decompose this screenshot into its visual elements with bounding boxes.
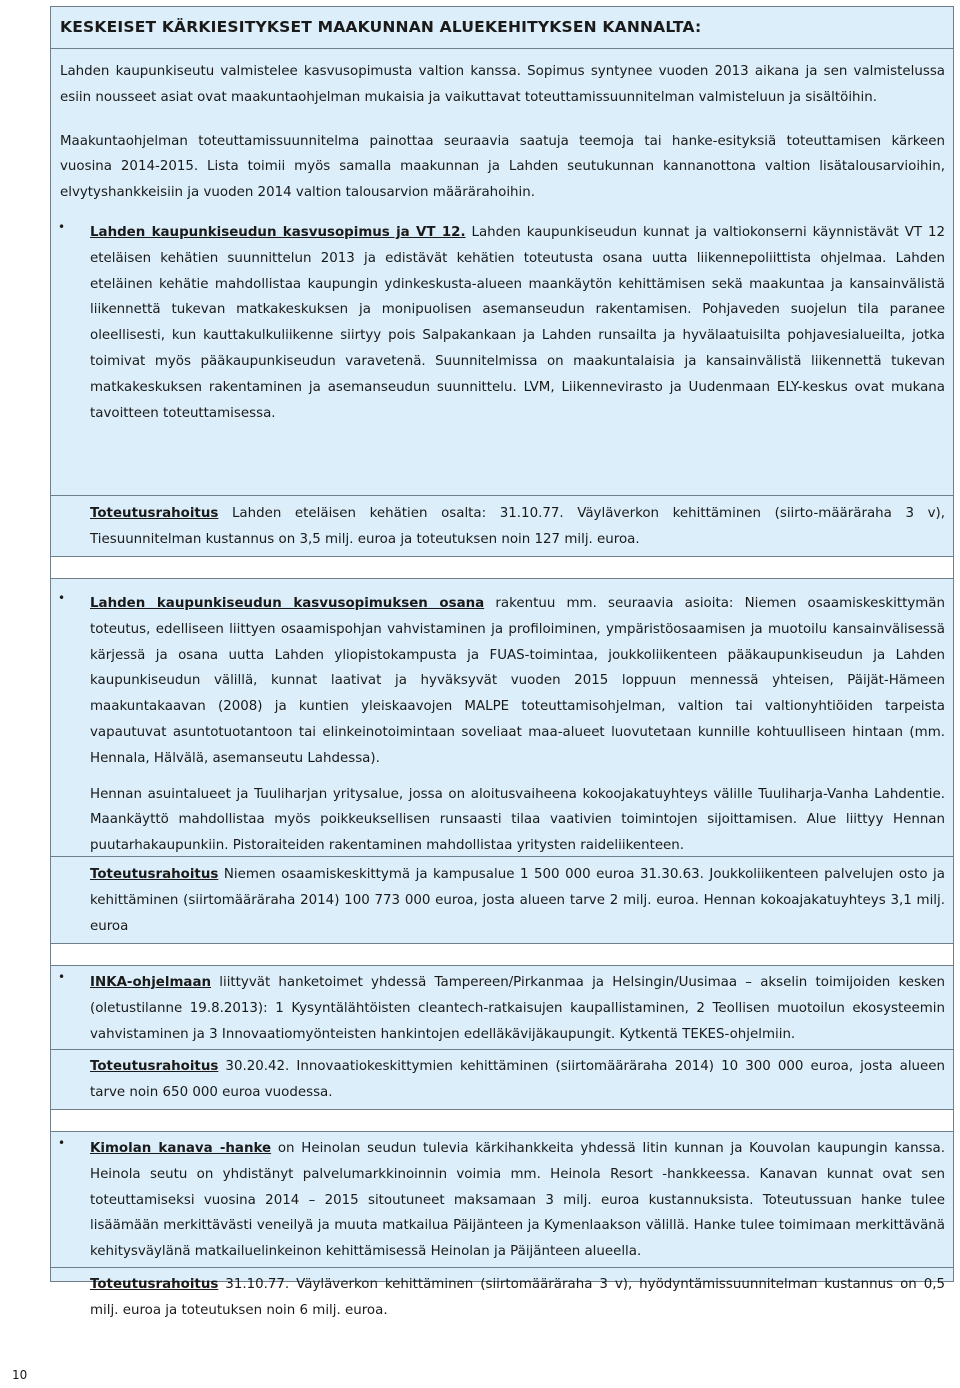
list-item-kimola-canal (60, 1136, 945, 1265)
funding-label: Toteutusrahoitus (90, 506, 219, 521)
item2-text (90, 591, 945, 772)
funding-label: Toteutusrahoitus (90, 1059, 219, 1074)
funding-text: Lahden eteläisen kehätien osalta: 31.10.77. Väyläverkon kehittäminen (siirto-määräraha 3 v), Tiesuunnitelman kustannus on 3,5 milj. euroa ja toteutuksen noin 127 milj. euroa. (90, 506, 945, 547)
funding-text: Niemen osaamiskeskittymä ja kampusalue 1 500 000 euroa 31.30.63. Joukkoliikenteen palvelujen osto ja kehittäminen (siirtomääräraha 2014) 100 773 000 euroa, josta alueen tarve 2 milj. euroa. Hennan kokoajakatuyhteys 3,1 milj. euroa (90, 867, 945, 934)
item3-title: INKA-ohjelmaan (90, 975, 212, 990)
table-heading: KESKEISET KÄRKIESITYKSET MAAKUNNAN ALUEKEHITYKSEN KANNALTA: (60, 18, 702, 36)
list-item-vt12 (60, 220, 945, 426)
bullet-icon: • (58, 591, 66, 605)
item2-cell (51, 578, 953, 856)
item3-funding-cell (51, 1049, 953, 1109)
item4-title: Kimolan kanava -hanke (90, 1141, 272, 1156)
priorities-table (50, 6, 954, 1318)
item3-cell (51, 965, 953, 1049)
item1-text (90, 220, 945, 426)
list-item-growth-agreement (60, 591, 945, 859)
bullet-icon: • (58, 219, 66, 234)
intro-paragraph-1: Lahden kaupunkiseutu valmistelee kasvusopimusta valtion kanssa. Sopimus syntynee vuoden 2013 aikana ja sen valmistelussa esiin nousseet asiat ovat maakuntaohjelman mukaisia ja vaikuttavat toteuttamissuunnitelman valmisteluun ja sisältöihin. (60, 64, 945, 105)
intro-cell (51, 48, 953, 495)
funding-label: Toteutusrahoitus (90, 867, 219, 882)
item4-funding (90, 1272, 945, 1324)
item2-funding-cell (51, 856, 953, 943)
bullet-icon: • (58, 1136, 66, 1150)
funding-label: Toteutusrahoitus (90, 1277, 219, 1292)
item4-cell (51, 1131, 953, 1267)
item3-text (90, 970, 945, 1047)
item2-body: rakentuu mm. seuraavia asioita: Niemen osaamiskeskittymän toteutus, edelliseen liittyen osaamispohjan vahvistaminen ja profiloiminen, ympäristöosaamisen ja muotoilu kansainvälisessä kärjessä ja osana uutta Lahden yliopistokampusta ja FUAS-toimintaa, joukkoliikenteen pääkaupunkiseudun ja Lahden kaupunkiseudun välillä, kunnat laativat ja hyväksyvät vuoden 2015 loppuun mennessä yhteisen, Päijät-Hämeen maakuntakaavan (2008) ja kuntien yleiskaavojen MALPE toteuttamisohjelman, valtion tai valtionyhtiöiden tarpeista vapautuvat asuntotuotantoon tai elinkeinotoimintaan soveliaat maa-alueet luovutetaan kunnille kohtuulliseen hintaan (mm. Hennala, Hälvälä, asemanseutu Lahdessa). (90, 596, 945, 766)
item3-body: liittyvät hanketoimet yhdessä Tampereen/Pirkanmaa ja Helsingin/Uusimaa – akselin toimijoiden kesken (oletustilanne 19.8.2013): 1 Kysyntälähtöisten cleantech-ratkaisujen kaupallistaminen, 2 Teollisen muotoilun ekosysteemin vahvistaminen ja 3 Innovaatiomyönteisten hankintojen edelläkävijäkaupungit. Kytkentä TEKES-ohjelmiin. (90, 975, 945, 1042)
item1-funding (90, 501, 945, 553)
item4-text (90, 1136, 945, 1265)
item1-title: Lahden kaupunkiseudun kasvusopimus ja VT 12. (90, 224, 466, 240)
item2-title: Lahden kaupunkiseudun kasvusopimuksen osana (90, 596, 485, 611)
item2-funding (90, 862, 945, 939)
item1-funding-cell (51, 495, 953, 556)
item4-body: on Heinolan seudun tulevia kärkihankkeita yhdessä Iitin kunnan ja Kouvolan kaupungin kanssa. Heinola seutu on yhdistänyt palvelumarkkinoinnin voimia mm. Heinola Resort -hankkeessa. Kanavan kunnat ovat sen toteuttamiseksi vuosina 2014 – 2015 sitoutuneet maksamaan 3 milj. euroa kustannuksista. Toteutussuan hanke tulee lisäämään merkittävästi veneilyä ja muuta matkailua Päijänteen ja Kymenlaakson välillä. Hanke tulee toimimaan merkittävänä kehitysväylänä matkailuelinkeinon kehittämisessä Heinolan ja Päijänteen alueella. (90, 1141, 945, 1260)
spacer-row (51, 943, 953, 965)
spacer-row (51, 1109, 953, 1131)
item3-funding (90, 1054, 945, 1106)
spacer-row (51, 556, 953, 578)
funding-text: 31.10.77. Väyläverkon kehittäminen (siirtomääräraha 3 v), hyödyntämissuunnitelman kustannus on 0,5 milj. euroa ja toteutuksen noin 6 milj. euroa. (90, 1277, 945, 1318)
page-number: 10 (12, 1368, 28, 1382)
item1-body: Lahden kaupunkiseudun kunnat ja valtiokonserni käynnistävät VT 12 eteläisen kehätien suunnittelun 2013 ja edistävät kehätien toteutusta osana uutta liikennepoliittista ohjelmaa. Lahden eteläinen kehätie mahdollistaa kaupungin ydinkeskusta-alueen maankäytön kehittämisen sekä maakuntaa ja kansainvälistä liikennettä tukevan matkakeskuksen ja monipuolisen asemanseudun rakentamisen. Pohjaveden suojelun tila paranee oleellisesti, kun kauttakulkuliikenne siirtyy pois Salpakankaan ja Lahden runsailta ja hyvälaatuisilta pohjavesialueilta, jotka toimivat myös pääkaupunkiseudun varavetenä. Suunnitelmissa on maakuntalaisia ja kansainvälistä liikennettä tukevan matkakeskuksen rakentaminen ja asemanseudun suunnittelu. LVM, Liikennevirasto ja Uudenmaan ELY-keskus ovat mukana tavoitteen toteuttamisessa. (90, 224, 945, 421)
funding-text: 30.20.42. Innovaatiokeskittymien kehittäminen (siirtomääräraha 2014) 10 300 000 euroa, josta alueen tarve noin 650 000 euroa vuodessa. (90, 1059, 945, 1100)
intro-paragraph-2: Maakuntaohjelman toteuttamissuunnitelma painottaa seuraavia saatuja teemoja tai hanke-esityksiä toteuttamisen kärkeen vuosina 2014-2015. Lista toimii myös samalla maakunnan ja Lahden seutukunnan kannanottona valtion lisätalousarvioihin, elvytyshankkeisiin ja vuoden 2014 valtion talousarvion määrärahoihin. (60, 133, 945, 201)
list-item-inka (60, 970, 945, 1047)
item2-paragraph-2: Hennan asuintalueet ja Tuuliharjan yritysalue, jossa on aloitusvaiheena kokoojakatuyhteys välille Tuuliharja-Vanha Lahdentie. Maankäyttö mahdollistaa myös poikkeuksellisen runsaasti tilaa vaativien toimintojen sijoittamisen. Alue liittyy Hennan puutarhakaupunkiin. Pistoraiteiden rakentaminen mahdollistaa yritysten raideliikenteen. (90, 786, 945, 854)
bullet-icon: • (58, 970, 66, 984)
item4-funding-cell (51, 1267, 953, 1321)
